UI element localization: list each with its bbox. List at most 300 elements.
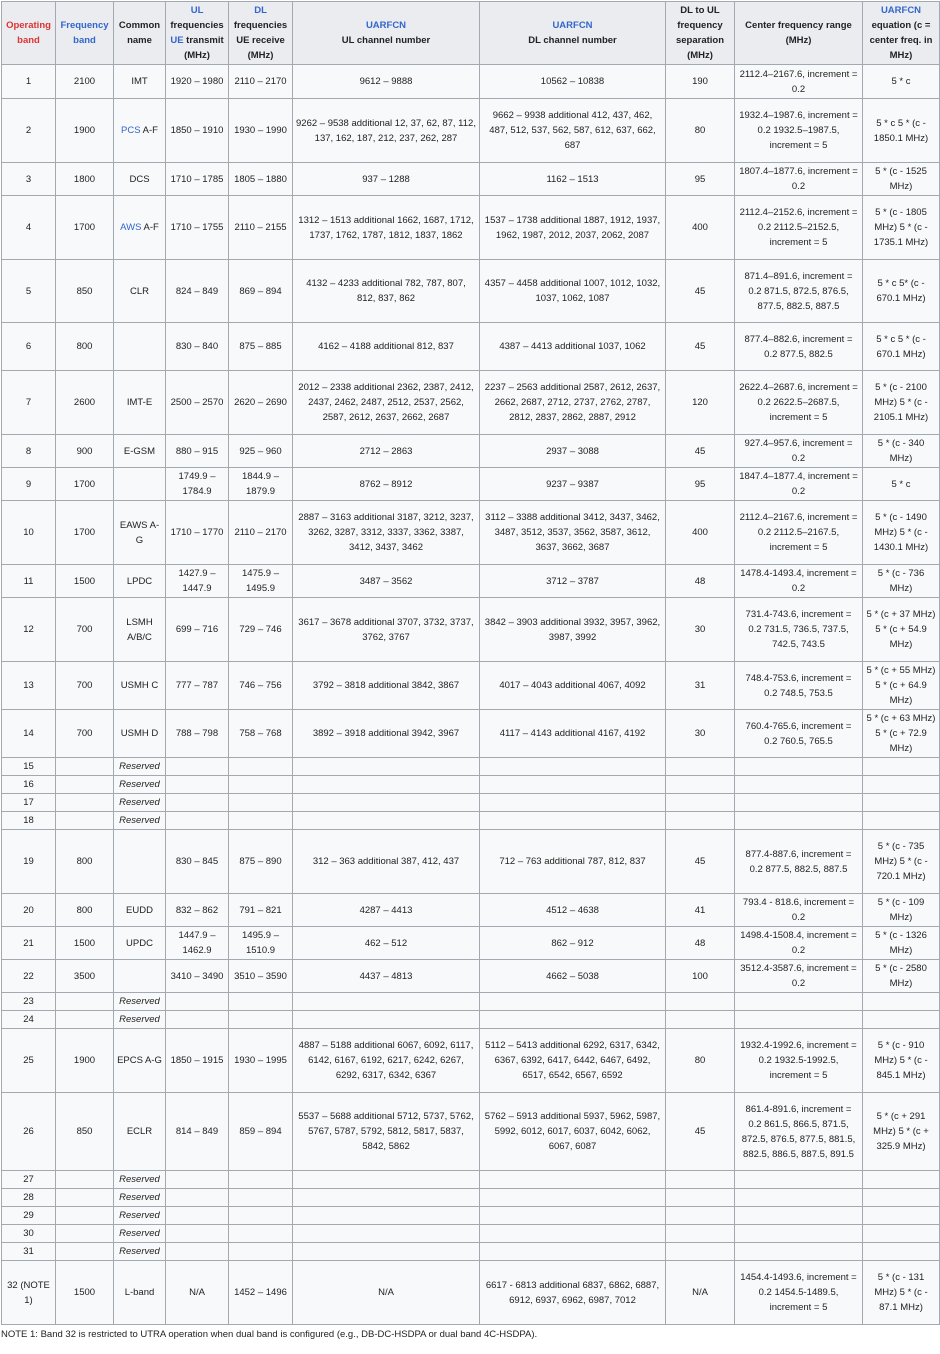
cell-equation bbox=[863, 1011, 940, 1029]
reserved-row bbox=[2, 1243, 940, 1261]
cell-frequency bbox=[56, 794, 114, 812]
cell-center-range: 2112.4–2167.6, increment = 0.2 bbox=[735, 65, 863, 99]
cell-center-range: 877.4-887.6, increment = 0.2 877.5, 882.5, 887.5 bbox=[735, 830, 863, 894]
cell-frequency bbox=[56, 1243, 114, 1261]
cell-ul-frequencies: 1447.9 – 1462.9 bbox=[166, 927, 229, 960]
cell-center-range: 1932.4-1992.6, increment = 0.2 1932.5-1992.5, increment = 5 bbox=[735, 1029, 863, 1093]
cell-dl-channels: 4512 – 4638 bbox=[480, 894, 666, 927]
common-name-text: A-F bbox=[140, 125, 158, 136]
cell-dl-channels bbox=[480, 993, 666, 1011]
cell-center-range bbox=[735, 1207, 863, 1225]
table-row bbox=[2, 371, 940, 435]
cell-dl-frequencies: 859 – 894 bbox=[229, 1093, 293, 1171]
cell-frequency: 700 bbox=[56, 662, 114, 710]
cell-dl-channels bbox=[480, 1189, 666, 1207]
cell-center-range: 1807.4–1877.6, increment = 0.2 bbox=[735, 163, 863, 196]
table-row bbox=[2, 710, 940, 758]
cell-common-name bbox=[114, 1093, 166, 1171]
cell-equation: 5 * (c + 63 MHz) 5 * (c + 72.9 MHz) bbox=[863, 710, 940, 758]
cell-separation bbox=[666, 812, 735, 830]
cell-ul-frequencies bbox=[166, 794, 229, 812]
cell-frequency: 700 bbox=[56, 710, 114, 758]
cell-band: 21 bbox=[2, 927, 56, 960]
footnote: NOTE 1: Band 32 is restricted to UTRA operation when dual band is configured (e.g., DB-DC-HSDPA or dual band 4C-HSDPA). bbox=[1, 1329, 538, 1340]
cell-dl-frequencies: 2110 – 2170 bbox=[229, 65, 293, 99]
cell-dl-frequencies: 925 – 960 bbox=[229, 435, 293, 468]
operating-band-link[interactable]: Operating band bbox=[6, 20, 51, 46]
cell-separation bbox=[666, 758, 735, 776]
cell-dl-channels: 6617 - 6813 additional 6837, 6862, 6887, 6912, 6937, 6962, 6987, 7012 bbox=[480, 1261, 666, 1325]
cell-ul-frequencies: 1710 – 1755 bbox=[166, 196, 229, 260]
cell-band: 13 bbox=[2, 662, 56, 710]
cell-ul-channels bbox=[293, 1243, 480, 1261]
cell-ul-frequencies: 830 – 845 bbox=[166, 830, 229, 894]
cell-ul-frequencies: 1427.9 – 1447.9 bbox=[166, 565, 229, 598]
cell-band: 32 (NOTE 1) bbox=[2, 1261, 56, 1325]
common-name-text: USMH C bbox=[120, 680, 159, 691]
cell-separation: 95 bbox=[666, 163, 735, 196]
cell-dl-frequencies: 746 – 756 bbox=[229, 662, 293, 710]
cell-equation bbox=[863, 794, 940, 812]
cell-ul-frequencies: 1710 – 1785 bbox=[166, 163, 229, 196]
cell-frequency: 850 bbox=[56, 260, 114, 323]
cell-separation: 45 bbox=[666, 323, 735, 371]
cell-common-name bbox=[114, 435, 166, 468]
cell-ul-frequencies: 880 – 915 bbox=[166, 435, 229, 468]
cell-ul-channels: N/A bbox=[293, 1261, 480, 1325]
reserved-label: Reserved bbox=[119, 1246, 160, 1257]
cell-common-name bbox=[114, 1189, 166, 1207]
cell-separation: 48 bbox=[666, 565, 735, 598]
table-row bbox=[2, 565, 940, 598]
cell-ul-frequencies: 1749.9 – 1784.9 bbox=[166, 468, 229, 501]
cell-common-name bbox=[114, 65, 166, 99]
cell-band: 30 bbox=[2, 1225, 56, 1243]
table-row bbox=[2, 468, 940, 501]
cell-dl-frequencies: 875 – 885 bbox=[229, 323, 293, 371]
cell-common-name bbox=[114, 260, 166, 323]
cell-equation: 5 * (c + 37 MHz) 5 * (c + 54.9 MHz) bbox=[863, 598, 940, 662]
reserved-label: Reserved bbox=[119, 996, 160, 1007]
cell-frequency: 1700 bbox=[56, 468, 114, 501]
cell-center-range bbox=[735, 794, 863, 812]
cell-center-range bbox=[735, 993, 863, 1011]
cell-center-range bbox=[735, 1171, 863, 1189]
cell-common-name bbox=[114, 371, 166, 435]
reserved-row bbox=[2, 758, 940, 776]
cell-separation: 45 bbox=[666, 1093, 735, 1171]
cell-dl-frequencies: 3510 – 3590 bbox=[229, 960, 293, 993]
cell-separation: 41 bbox=[666, 894, 735, 927]
reserved-row bbox=[2, 812, 940, 830]
cell-frequency bbox=[56, 1207, 114, 1225]
cell-ul-channels bbox=[293, 1189, 480, 1207]
cell-separation: 48 bbox=[666, 927, 735, 960]
cell-frequency: 900 bbox=[56, 435, 114, 468]
cell-dl-frequencies bbox=[229, 758, 293, 776]
cell-dl-channels bbox=[480, 1207, 666, 1225]
cell-band: 27 bbox=[2, 1171, 56, 1189]
cell-ul-channels bbox=[293, 1207, 480, 1225]
cell-ul-channels: 4437 – 4813 bbox=[293, 960, 480, 993]
cell-dl-channels: 1537 – 1738 additional 1887, 1912, 1937, 1962, 1987, 2012, 2037, 2062, 2087 bbox=[480, 196, 666, 260]
cell-dl-channels bbox=[480, 1243, 666, 1261]
cell-ul-frequencies: 1920 – 1980 bbox=[166, 65, 229, 99]
cell-ul-channels: 4132 – 4233 additional 782, 787, 807, 812, 837, 862 bbox=[293, 260, 480, 323]
cell-ul-channels bbox=[293, 993, 480, 1011]
cell-separation: 31 bbox=[666, 662, 735, 710]
cell-separation bbox=[666, 1243, 735, 1261]
cell-dl-channels: 9662 – 9938 additional 412, 437, 462, 487, 512, 537, 562, 587, 612, 637, 662, 687 bbox=[480, 99, 666, 163]
cell-frequency: 800 bbox=[56, 894, 114, 927]
common-name-text: A-F bbox=[141, 222, 159, 233]
cell-frequency bbox=[56, 1189, 114, 1207]
cell-equation: 5 * c 5 * (c - 670.1 MHz) bbox=[863, 323, 940, 371]
cell-equation: 5 * c bbox=[863, 468, 940, 501]
cell-frequency: 800 bbox=[56, 830, 114, 894]
cell-frequency bbox=[56, 758, 114, 776]
cell-center-range bbox=[735, 1225, 863, 1243]
cell-ul-channels bbox=[293, 776, 480, 794]
ul-uarfcn-link[interactable]: UARFCN bbox=[365, 20, 407, 31]
common-name-text: CLR bbox=[129, 285, 149, 297]
cell-frequency bbox=[56, 776, 114, 794]
cell-equation bbox=[863, 1171, 940, 1189]
cell-equation: 5 * (c + 55 MHz) 5 * (c + 64.9 MHz) bbox=[863, 662, 940, 710]
cell-dl-frequencies bbox=[229, 1189, 293, 1207]
dl-frequencies-label: frequencies UE receive (MHz) bbox=[233, 20, 288, 61]
cell-common-name bbox=[114, 1029, 166, 1093]
cell-center-range: 3512.4-3587.6, increment = 0.2 bbox=[735, 960, 863, 993]
cell-ul-channels bbox=[293, 1011, 480, 1029]
cell-dl-frequencies bbox=[229, 1171, 293, 1189]
reserved-row bbox=[2, 1011, 940, 1029]
cell-equation: 5 * (c - 1805 MHz) 5 * (c - 1735.1 MHz) bbox=[863, 196, 940, 260]
cell-common-name bbox=[114, 501, 166, 565]
cell-band: 4 bbox=[2, 196, 56, 260]
cell-ul-frequencies: 1710 – 1770 bbox=[166, 501, 229, 565]
table-row bbox=[2, 830, 940, 894]
cell-equation bbox=[863, 812, 940, 830]
table-row bbox=[2, 662, 940, 710]
cell-common-name bbox=[114, 1207, 166, 1225]
cell-frequency: 700 bbox=[56, 598, 114, 662]
cell-equation: 5 * (c - 131 MHz) 5 * (c - 87.1 MHz) bbox=[863, 1261, 940, 1325]
cell-dl-frequencies: 1844.9 – 1879.9 bbox=[229, 468, 293, 501]
cell-dl-channels: 2237 – 2563 additional 2587, 2612, 2637, 2662, 2687, 2712, 2737, 2762, 2787, 2812, 2837, 2862, 2887, 2912 bbox=[480, 371, 666, 435]
cell-band: 22 bbox=[2, 960, 56, 993]
cell-band: 31 bbox=[2, 1243, 56, 1261]
frequency-band-link[interactable]: Frequency band bbox=[60, 20, 109, 46]
dl-uarfcn-link[interactable]: UARFCN bbox=[552, 20, 593, 31]
cell-common-name bbox=[114, 1171, 166, 1189]
header-dl-frequencies bbox=[229, 2, 293, 65]
cell-dl-channels bbox=[480, 812, 666, 830]
reserved-row bbox=[2, 1225, 940, 1243]
cell-ul-channels: 3892 – 3918 additional 3942, 3967 bbox=[293, 710, 480, 758]
cell-dl-frequencies: 1805 – 1880 bbox=[229, 163, 293, 196]
cell-frequency bbox=[56, 1171, 114, 1189]
cell-dl-channels: 4357 – 4458 additional 1007, 1012, 1032, 1037, 1062, 1087 bbox=[480, 260, 666, 323]
cell-separation bbox=[666, 1207, 735, 1225]
ue-link[interactable]: UE bbox=[170, 35, 184, 46]
cell-frequency bbox=[56, 993, 114, 1011]
common-name-text: E-GSM bbox=[123, 445, 156, 457]
cell-band: 26 bbox=[2, 1093, 56, 1171]
header-row bbox=[2, 2, 940, 65]
cell-common-name bbox=[114, 196, 166, 260]
cell-common-name bbox=[114, 565, 166, 598]
cell-band: 2 bbox=[2, 99, 56, 163]
cell-frequency: 1900 bbox=[56, 99, 114, 163]
cell-band: 18 bbox=[2, 812, 56, 830]
cell-center-range: 1478.4-1493.4, increment = 0.2 bbox=[735, 565, 863, 598]
cell-ul-channels: 3792 – 3818 additional 3842, 3867 bbox=[293, 662, 480, 710]
cell-center-range: 877.4–882.6, increment = 0.2 877.5, 882.5 bbox=[735, 323, 863, 371]
table-row bbox=[2, 1261, 940, 1325]
cell-common-name bbox=[114, 710, 166, 758]
cell-ul-channels: 4287 – 4413 bbox=[293, 894, 480, 927]
cell-equation: 5 * (c - 1490 MHz) 5 * (c - 1430.1 MHz) bbox=[863, 501, 940, 565]
cell-band: 8 bbox=[2, 435, 56, 468]
table-row bbox=[2, 927, 940, 960]
cell-dl-channels: 862 – 912 bbox=[480, 927, 666, 960]
table-body bbox=[2, 65, 940, 1325]
cell-dl-frequencies: 2620 – 2690 bbox=[229, 371, 293, 435]
cell-frequency: 2100 bbox=[56, 65, 114, 99]
cell-ul-frequencies bbox=[166, 1207, 229, 1225]
cell-separation bbox=[666, 993, 735, 1011]
cell-equation bbox=[863, 993, 940, 1011]
cell-center-range: 871.4–891.6, increment = 0.2 871.5, 872.5, 876.5, 877.5, 882.5, 887.5 bbox=[735, 260, 863, 323]
cell-common-name bbox=[114, 598, 166, 662]
cell-center-range: 793.4 - 818.6, increment = 0.2 bbox=[735, 894, 863, 927]
cell-center-range bbox=[735, 1243, 863, 1261]
cell-separation bbox=[666, 1225, 735, 1243]
reserved-label: Reserved bbox=[119, 1192, 160, 1203]
cell-ul-frequencies: 2500 – 2570 bbox=[166, 371, 229, 435]
cell-frequency bbox=[56, 812, 114, 830]
cell-center-range: 927.4–957.6, increment = 0.2 bbox=[735, 435, 863, 468]
reserved-label: Reserved bbox=[119, 779, 160, 790]
table-row bbox=[2, 323, 940, 371]
cell-dl-frequencies: 729 – 746 bbox=[229, 598, 293, 662]
table-row bbox=[2, 99, 940, 163]
cell-common-name bbox=[114, 1011, 166, 1029]
common-name-text: EAWS A-G bbox=[119, 519, 160, 546]
cell-dl-frequencies bbox=[229, 1243, 293, 1261]
cell-dl-frequencies bbox=[229, 1225, 293, 1243]
cell-ul-frequencies: 832 – 862 bbox=[166, 894, 229, 927]
cell-equation: 5 * (c - 340 MHz) bbox=[863, 435, 940, 468]
cell-dl-channels: 4117 – 4143 additional 4167, 4192 bbox=[480, 710, 666, 758]
cell-center-range: 731.4-743.6, increment = 0.2 731.5, 736.5, 737.5, 742.5, 743.5 bbox=[735, 598, 863, 662]
cell-ul-frequencies bbox=[166, 776, 229, 794]
cell-dl-channels: 2937 – 3088 bbox=[480, 435, 666, 468]
cell-dl-frequencies: 2110 – 2170 bbox=[229, 501, 293, 565]
cell-frequency: 1500 bbox=[56, 565, 114, 598]
cell-band: 7 bbox=[2, 371, 56, 435]
cell-frequency: 800 bbox=[56, 323, 114, 371]
cell-center-range bbox=[735, 776, 863, 794]
cell-ul-frequencies bbox=[166, 1225, 229, 1243]
cell-frequency: 1700 bbox=[56, 501, 114, 565]
cell-band: 29 bbox=[2, 1207, 56, 1225]
header-ul-uarfcn bbox=[293, 2, 480, 65]
common-name-text: DCS bbox=[129, 173, 150, 185]
cell-common-name bbox=[114, 894, 166, 927]
cell-frequency: 1500 bbox=[56, 1261, 114, 1325]
cell-separation: 400 bbox=[666, 501, 735, 565]
cell-ul-channels: 3617 – 3678 additional 3707, 3732, 3737, 3762, 3767 bbox=[293, 598, 480, 662]
cell-dl-channels: 5762 – 5913 additional 5937, 5962, 5987, 5992, 6012, 6017, 6037, 6042, 6062, 6067, 6087 bbox=[480, 1093, 666, 1171]
cell-ul-channels bbox=[293, 1171, 480, 1189]
cell-ul-frequencies: 824 – 849 bbox=[166, 260, 229, 323]
header-operating-band bbox=[2, 2, 56, 65]
header-equation bbox=[863, 2, 940, 65]
cell-frequency: 1900 bbox=[56, 1029, 114, 1093]
reserved-row bbox=[2, 1171, 940, 1189]
reserved-label: Reserved bbox=[119, 1210, 160, 1221]
cell-ul-channels: 9612 – 9888 bbox=[293, 65, 480, 99]
cell-ul-channels bbox=[293, 794, 480, 812]
ul-transmit-label: transmit (MHz) bbox=[183, 35, 224, 61]
cell-equation bbox=[863, 758, 940, 776]
cell-dl-channels bbox=[480, 1171, 666, 1189]
reserved-row bbox=[2, 794, 940, 812]
equation-uarfcn-link[interactable]: UARFCN bbox=[880, 5, 922, 16]
cell-equation: 5 * (c + 291 MHz) 5 * (c + 325.9 MHz) bbox=[863, 1093, 940, 1171]
cell-common-name bbox=[114, 468, 166, 501]
cell-ul-frequencies: 830 – 840 bbox=[166, 323, 229, 371]
cell-equation: 5 * c 5 * (c - 1850.1 MHz) bbox=[863, 99, 940, 163]
cell-separation: 80 bbox=[666, 1029, 735, 1093]
cell-center-range: 2112.4–2152.6, increment = 0.2 2112.5–2152.5, increment = 5 bbox=[735, 196, 863, 260]
cell-dl-channels: 4662 – 5038 bbox=[480, 960, 666, 993]
reserved-label: Reserved bbox=[119, 797, 160, 808]
cell-separation: 190 bbox=[666, 65, 735, 99]
cell-dl-frequencies bbox=[229, 812, 293, 830]
common-name-text: LPDC bbox=[126, 575, 153, 587]
table-row bbox=[2, 501, 940, 565]
reserved-row bbox=[2, 993, 940, 1011]
cell-center-range: 1498.4-1508.4, increment = 0.2 bbox=[735, 927, 863, 960]
cell-band: 10 bbox=[2, 501, 56, 565]
cell-equation: 5 * (c - 2100 MHz) 5 * (c - 2105.1 MHz) bbox=[863, 371, 940, 435]
cell-separation: 45 bbox=[666, 830, 735, 894]
cell-separation: 30 bbox=[666, 710, 735, 758]
common-name-text: USMH D bbox=[120, 728, 159, 739]
uarfcn-band-table bbox=[1, 1, 940, 1325]
common-name-text: UPDC bbox=[126, 937, 153, 949]
common-name-link[interactable]: PCS bbox=[121, 125, 141, 136]
cell-frequency: 2600 bbox=[56, 371, 114, 435]
cell-band: 17 bbox=[2, 794, 56, 812]
cell-dl-frequencies: 1452 – 1496 bbox=[229, 1261, 293, 1325]
dl-link[interactable]: DL bbox=[254, 5, 267, 16]
cell-ul-channels: 9262 – 9538 additional 12, 37, 62, 87, 112, 137, 162, 187, 212, 237, 262, 287 bbox=[293, 99, 480, 163]
cell-equation bbox=[863, 1207, 940, 1225]
cell-common-name bbox=[114, 1243, 166, 1261]
cell-center-range: 1847.4–1877.4, increment = 0.2 bbox=[735, 468, 863, 501]
cell-dl-channels: 4017 – 4043 additional 4067, 4092 bbox=[480, 662, 666, 710]
cell-equation: 5 * (c - 736 MHz) bbox=[863, 565, 940, 598]
cell-ul-frequencies bbox=[166, 993, 229, 1011]
cell-dl-frequencies: 2110 – 2155 bbox=[229, 196, 293, 260]
table-row bbox=[2, 894, 940, 927]
cell-center-range bbox=[735, 1011, 863, 1029]
cell-separation: 30 bbox=[666, 598, 735, 662]
common-name-link[interactable]: AWS bbox=[120, 222, 142, 233]
cell-equation: 5 * (c - 1525 MHz) bbox=[863, 163, 940, 196]
cell-equation: 5 * (c - 910 MHz) 5 * (c - 845.1 MHz) bbox=[863, 1029, 940, 1093]
cell-band: 24 bbox=[2, 1011, 56, 1029]
cell-ul-channels: 3487 – 3562 bbox=[293, 565, 480, 598]
cell-equation: 5 * (c - 109 MHz) bbox=[863, 894, 940, 927]
cell-ul-frequencies: 814 – 849 bbox=[166, 1093, 229, 1171]
cell-common-name bbox=[114, 776, 166, 794]
cell-band: 15 bbox=[2, 758, 56, 776]
cell-dl-frequencies bbox=[229, 1011, 293, 1029]
cell-dl-frequencies: 1930 – 1995 bbox=[229, 1029, 293, 1093]
cell-frequency: 850 bbox=[56, 1093, 114, 1171]
cell-dl-channels: 1162 – 1513 bbox=[480, 163, 666, 196]
cell-common-name bbox=[114, 758, 166, 776]
table-row bbox=[2, 163, 940, 196]
cell-ul-channels: 4887 – 5188 additional 6067, 6092, 6117, 6142, 6167, 6192, 6217, 6242, 6267, 6292, 6317, 6342, 6367 bbox=[293, 1029, 480, 1093]
cell-ul-frequencies bbox=[166, 1171, 229, 1189]
cell-center-range: 1932.4–1987.6, increment = 0.2 1932.5–1987.5, increment = 5 bbox=[735, 99, 863, 163]
cell-ul-frequencies: 788 – 798 bbox=[166, 710, 229, 758]
cell-common-name bbox=[114, 927, 166, 960]
cell-dl-channels: 4387 – 4413 additional 1037, 1062 bbox=[480, 323, 666, 371]
cell-band: 25 bbox=[2, 1029, 56, 1093]
reserved-label: Reserved bbox=[119, 761, 160, 772]
reserved-label: Reserved bbox=[119, 1174, 160, 1185]
common-name-text: EPCS A-G bbox=[117, 1055, 162, 1066]
cell-frequency: 3500 bbox=[56, 960, 114, 993]
cell-common-name bbox=[114, 163, 166, 196]
cell-separation bbox=[666, 1189, 735, 1207]
dl-channel-label: DL channel number bbox=[528, 35, 617, 46]
cell-ul-frequencies bbox=[166, 1189, 229, 1207]
cell-center-range: 861.4-891.6, increment = 0.2 861.5, 866.5, 871.5, 872.5, 876.5, 877.5, 881.5, 882.5, 886.5, 887.5, 891.5 bbox=[735, 1093, 863, 1171]
cell-separation: 45 bbox=[666, 435, 735, 468]
equation-label: equation (c = center freq. in MHz) bbox=[869, 20, 933, 61]
reserved-label: Reserved bbox=[119, 815, 160, 826]
cell-band: 28 bbox=[2, 1189, 56, 1207]
cell-frequency bbox=[56, 1225, 114, 1243]
reserved-row bbox=[2, 1189, 940, 1207]
common-name-text: LSMH A/B/C bbox=[126, 616, 153, 643]
cell-dl-frequencies: 1495.9 – 1510.9 bbox=[229, 927, 293, 960]
cell-ul-frequencies bbox=[166, 1011, 229, 1029]
cell-separation: 100 bbox=[666, 960, 735, 993]
cell-dl-frequencies: 1475.9 – 1495.9 bbox=[229, 565, 293, 598]
cell-band: 9 bbox=[2, 468, 56, 501]
table-row bbox=[2, 960, 940, 993]
cell-dl-frequencies bbox=[229, 993, 293, 1011]
cell-common-name bbox=[114, 99, 166, 163]
cell-band: 1 bbox=[2, 65, 56, 99]
cell-separation: 120 bbox=[666, 371, 735, 435]
cell-band: 20 bbox=[2, 894, 56, 927]
cell-dl-channels bbox=[480, 758, 666, 776]
cell-center-range bbox=[735, 1189, 863, 1207]
cell-ul-channels bbox=[293, 1225, 480, 1243]
common-name-text: L-band bbox=[124, 1287, 155, 1298]
ul-link[interactable]: UL bbox=[190, 5, 204, 16]
